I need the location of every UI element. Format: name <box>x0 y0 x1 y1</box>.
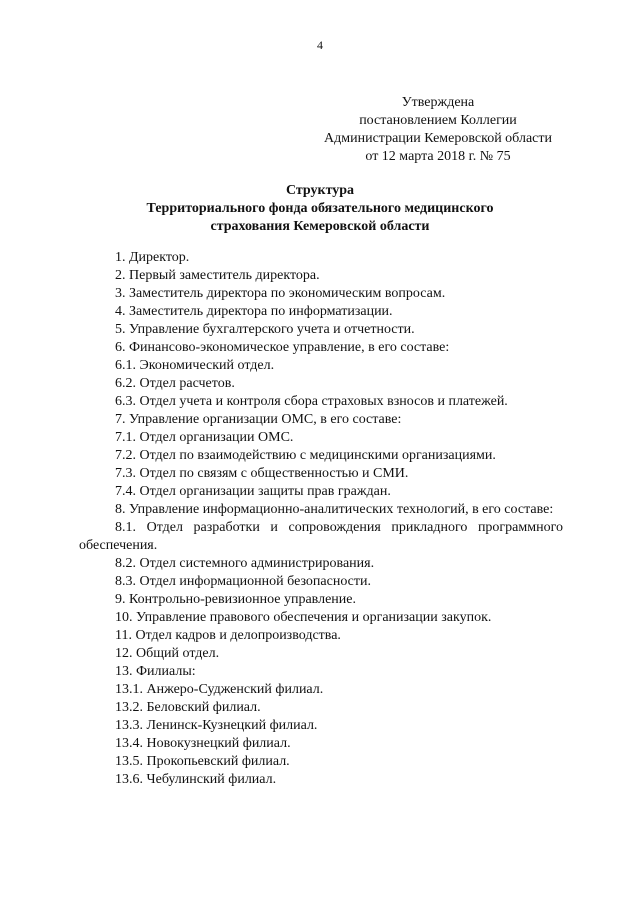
list-item: 13.1. Анжеро-Судженский филиал. <box>115 682 324 697</box>
list-item: 13.2. Беловский филиал. <box>115 700 261 715</box>
list-item: 6.3. Отдел учета и контроля сбора страховых взносов и платежей. <box>115 394 508 409</box>
list-item: 8. Управление информационно-аналитических технологий, в его составе: <box>115 502 554 517</box>
list-item: 6.2. Отдел расчетов. <box>115 376 235 391</box>
list-item: 7.2. Отдел по взаимодействию с медицинскими организациями. <box>115 448 496 463</box>
list-item: 7.1. Отдел организации ОМС. <box>115 430 294 445</box>
list-item: 9. Контрольно-ревизионное управление. <box>115 592 357 607</box>
list-item: 8.2. Отдел системного администрирования. <box>115 556 375 571</box>
list-item: 13.6. Чебулинский филиал. <box>115 772 277 787</box>
list-item: 4. Заместитель директора по информатизации. <box>115 304 393 319</box>
list-item: 12. Общий отдел. <box>115 646 220 661</box>
list-item: 7.4. Отдел организации защиты прав граждан. <box>115 484 391 499</box>
list-item: 2. Первый заместитель директора. <box>115 268 320 283</box>
list-item: 13. Филиалы: <box>115 664 196 679</box>
list-item: 7. Управление организации ОМС, в его составе: <box>115 412 402 427</box>
list-item: 1. Директор. <box>115 250 190 265</box>
approval-block <box>310 94 566 166</box>
list-item: 13.3. Ленинск-Кузнецкий филиал. <box>115 718 318 733</box>
structure-list <box>79 249 563 789</box>
approval-line: Утверждена <box>401 95 475 110</box>
approval-line: Администрации Кемеровской области <box>324 131 552 146</box>
document-title <box>0 182 640 236</box>
title-line: Структура <box>285 183 355 198</box>
page-number: 4 <box>317 38 323 52</box>
list-item: 13.4. Новокузнецкий филиал. <box>115 736 291 751</box>
list-item: 5. Управление бухгалтерского учета и отчетности. <box>115 322 415 337</box>
list-item: 8.1. Отдел разработки и сопровождения прикладного программного обеспечения. <box>79 520 563 553</box>
list-item: 8.3. Отдел информационной безопасности. <box>115 574 372 589</box>
list-item: 11. Отдел кадров и делопроизводства. <box>115 628 341 643</box>
list-item: 7.3. Отдел по связям с общественностью и СМИ. <box>115 466 409 481</box>
title-line: страхования Кемеровской области <box>210 219 430 234</box>
list-item: 6. Финансово-экономическое управление, в его составе: <box>115 340 450 355</box>
list-item: 6.1. Экономический отдел. <box>115 358 275 373</box>
list-item: 13.5. Прокопьевский филиал. <box>115 754 290 769</box>
list-item: 10. Управление правового обеспечения и организации закупок. <box>115 610 492 625</box>
approval-line: постановлением Коллегии <box>359 113 517 128</box>
list-item: 3. Заместитель директора по экономическим вопросам. <box>115 286 446 301</box>
approval-line: от 12 марта 2018 г. № 75 <box>365 149 511 164</box>
title-line: Территориального фонда обязательного медицинского <box>146 201 494 216</box>
